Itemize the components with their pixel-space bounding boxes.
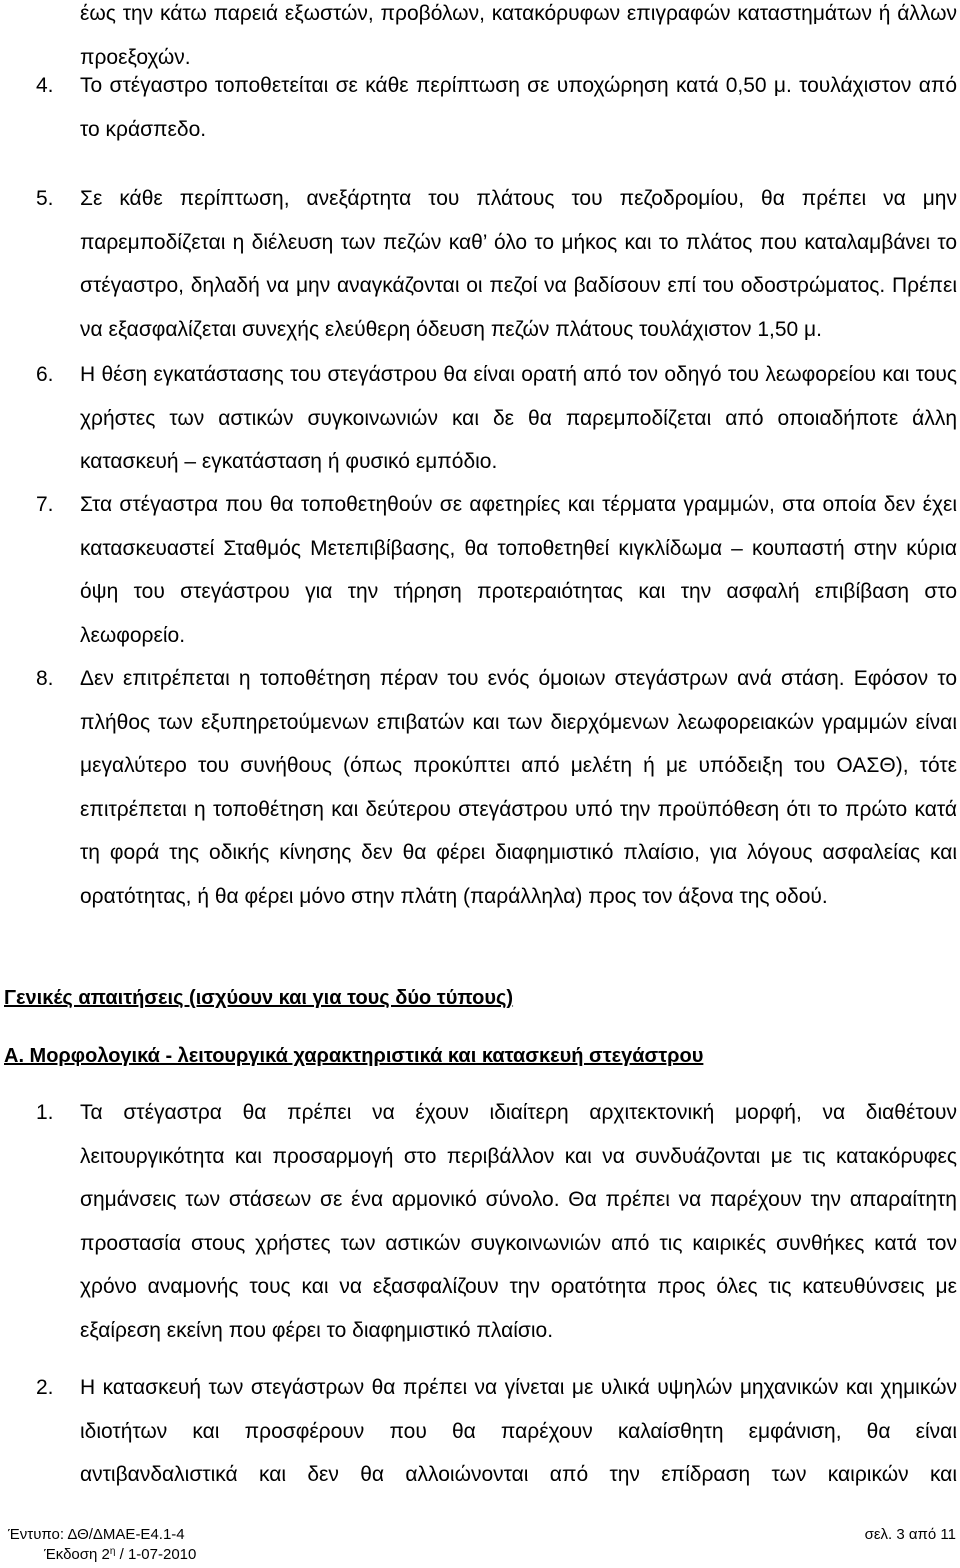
text-line: λεωφορείο.	[80, 623, 186, 647]
item-number: 5.	[36, 187, 54, 210]
text-line: εξαίρεση εκείνη που φέρει το διαφημιστικό πλαίσιο.	[80, 1318, 554, 1342]
edition-superscript: η	[109, 1546, 116, 1557]
text-line: κατασκευή – εγκατάσταση ή φυσικό εμπόδιο.	[80, 450, 498, 473]
section-heading-a: Α. Μορφολογικά - λειτουργικά χαρακτηριστικά και κατασκευή στεγάστρου	[4, 1045, 704, 1067]
text-line: κατασκευαστεί Σταθμός Μετεπιβίβασης, θα τοποθετηθεί κιγκλίδωμα – κουπαστή στην κύρια	[80, 536, 957, 560]
list-item	[80, 64, 957, 151]
text-line: λειτουργικότητα και προσαρμογή στο περιβάλλον και να συνδυάζονται με τις κατακόρυφες	[80, 1144, 957, 1168]
footer-form-code: Έντυπο: ΔΘ/ΔΜΑΕ-Ε4.1-4	[8, 1526, 185, 1543]
text-line: να εξασφαλίζεται συνεχής ελεύθερη όδευση πεζών πλάτους τουλάχιστον 1,50 μ.	[80, 317, 822, 341]
item-number: 4.	[36, 74, 54, 97]
text-line: προστασία στους χρήστες των αστικών συγκοινωνιών από τις καιρικές συνθήκες κατά τον	[80, 1231, 957, 1255]
item-number: 6.	[36, 363, 54, 386]
text-line: Το στέγαστρο τοποθετείται σε κάθε περίπτωση σε υποχώρηση κατά 0,50 μ. τουλάχιστον από	[80, 74, 957, 97]
footer-page-number: σελ. 3 από 11	[864, 1526, 956, 1543]
text-line: ιδιοτήτων και προσφέρουν που θα παρέχουν καλαίσθητη εμφάνιση, θα είναι	[80, 1419, 957, 1443]
text-line: όψη του στεγάστρου για την τήρηση προτεραιότητας και την ασφαλή επιβίβαση στο	[80, 580, 957, 603]
text-line: Σε κάθε περίπτωση, ανεξάρτητα του πλάτους του πεζοδρομίου, θα πρέπει να μην	[80, 187, 957, 210]
item-number: 8.	[36, 667, 54, 690]
text-line: επιτρέπεται η τοποθέτηση και δεύτερου στεγάστρου υπό την προϋπόθεση ότι το πρώτο κατά	[80, 797, 957, 821]
section-heading-general: Γενικές απαιτήσεις (ισχύουν και για τους δύο τύπους)	[4, 987, 514, 1009]
edition-date: / 1-07-2010	[115, 1546, 197, 1563]
text-line: χρήστες των αστικών συγκοινωνιών και δε θα παρεμποδίζεται από οποιαδήποτε άλλη	[80, 406, 957, 430]
list-item	[80, 657, 957, 918]
text-line: Στα στέγαστρα που θα τοποθετηθούν σε αφετηρίες και τέρματα γραμμών, στα οποία δεν έχει	[80, 493, 957, 516]
text-line: παρεμποδίζεται η διέλευση των πεζών καθ’ όλο το μήκος και το πλάτος που καταλαμβάνει το	[80, 230, 957, 254]
text-line: τη φορά της οδικής κίνησης δεν θα φέρει διαφημιστικό πλαίσιο, για λόγους ασφαλείας και	[80, 841, 957, 864]
text-line: σημάνσεις των στάσεων σε ένα αρμονικό σύνολο. Θα πρέπει να παρέχουν την απαραίτητη	[80, 1188, 957, 1211]
text-line: ορατότητας, ή θα φέρει μόνο στην πλάτη (παράλληλα) προς τον άξονα της οδού.	[80, 884, 828, 908]
text-line: Η κατασκευή των στεγάστρων θα πρέπει να γίνεται με υλικά υψηλών μηχανικών και χημικών	[80, 1376, 957, 1399]
text-line: μεγαλύτερο του συνήθους (όπως προκύπτει από μελέτη ή με υπόδειξη του ΟΑΣΘ), τότε	[80, 754, 957, 777]
list-item	[80, 483, 957, 657]
list-item	[80, 1091, 957, 1352]
text-line: Δεν επιτρέπεται η τοποθέτηση πέραν του ενός όμοιων στεγάστρων ανά στάση. Εφόσον το	[80, 667, 957, 690]
item-number: 7.	[36, 493, 54, 516]
text-line: πλήθος των εξυπηρετούμενων επιβατών και των διερχόμενων λεωφορειακών γραμμών είναι	[80, 710, 957, 734]
list-item	[80, 1366, 957, 1497]
text-line: προεξοχών.	[80, 45, 191, 69]
text-line: χρόνο αναμονής τους και να εξασφαλίζουν την ορατότητα προς όλες τις κατευθύνσεις με	[80, 1275, 957, 1298]
text-line: Η θέση εγκατάστασης του στεγάστρου θα είναι ορατή από τον οδηγό του λεωφορείου και τους	[80, 363, 957, 386]
footer-edition	[44, 1546, 196, 1564]
edition-prefix: Έκδοση 2	[44, 1546, 110, 1563]
text-line: Τα στέγαστρα θα πρέπει να έχουν ιδιαίτερη αρχιτεκτονική μορφή, να διαθέτουν	[80, 1101, 957, 1124]
text-line: το κράσπεδο.	[80, 117, 207, 141]
item-number: 1.	[36, 1101, 54, 1124]
text-line: έως την κάτω παρειά εξωστών, προβόλων, κατακόρυφων επιγραφών καταστημάτων ή άλλων	[80, 2, 957, 25]
text-line: στέγαστρο, δηλαδή να μην αναγκάζονται οι πεζοί να βαδίσουν επί του οδοστρώματος. Πρέπει	[80, 274, 957, 297]
item-number: 2.	[36, 1376, 54, 1399]
list-item	[80, 177, 957, 351]
list-item	[80, 353, 957, 484]
text-line: αντιβανδαλιστικά και δεν θα αλλοιώνονται από την επίδραση των καιρικών και	[80, 1463, 957, 1486]
